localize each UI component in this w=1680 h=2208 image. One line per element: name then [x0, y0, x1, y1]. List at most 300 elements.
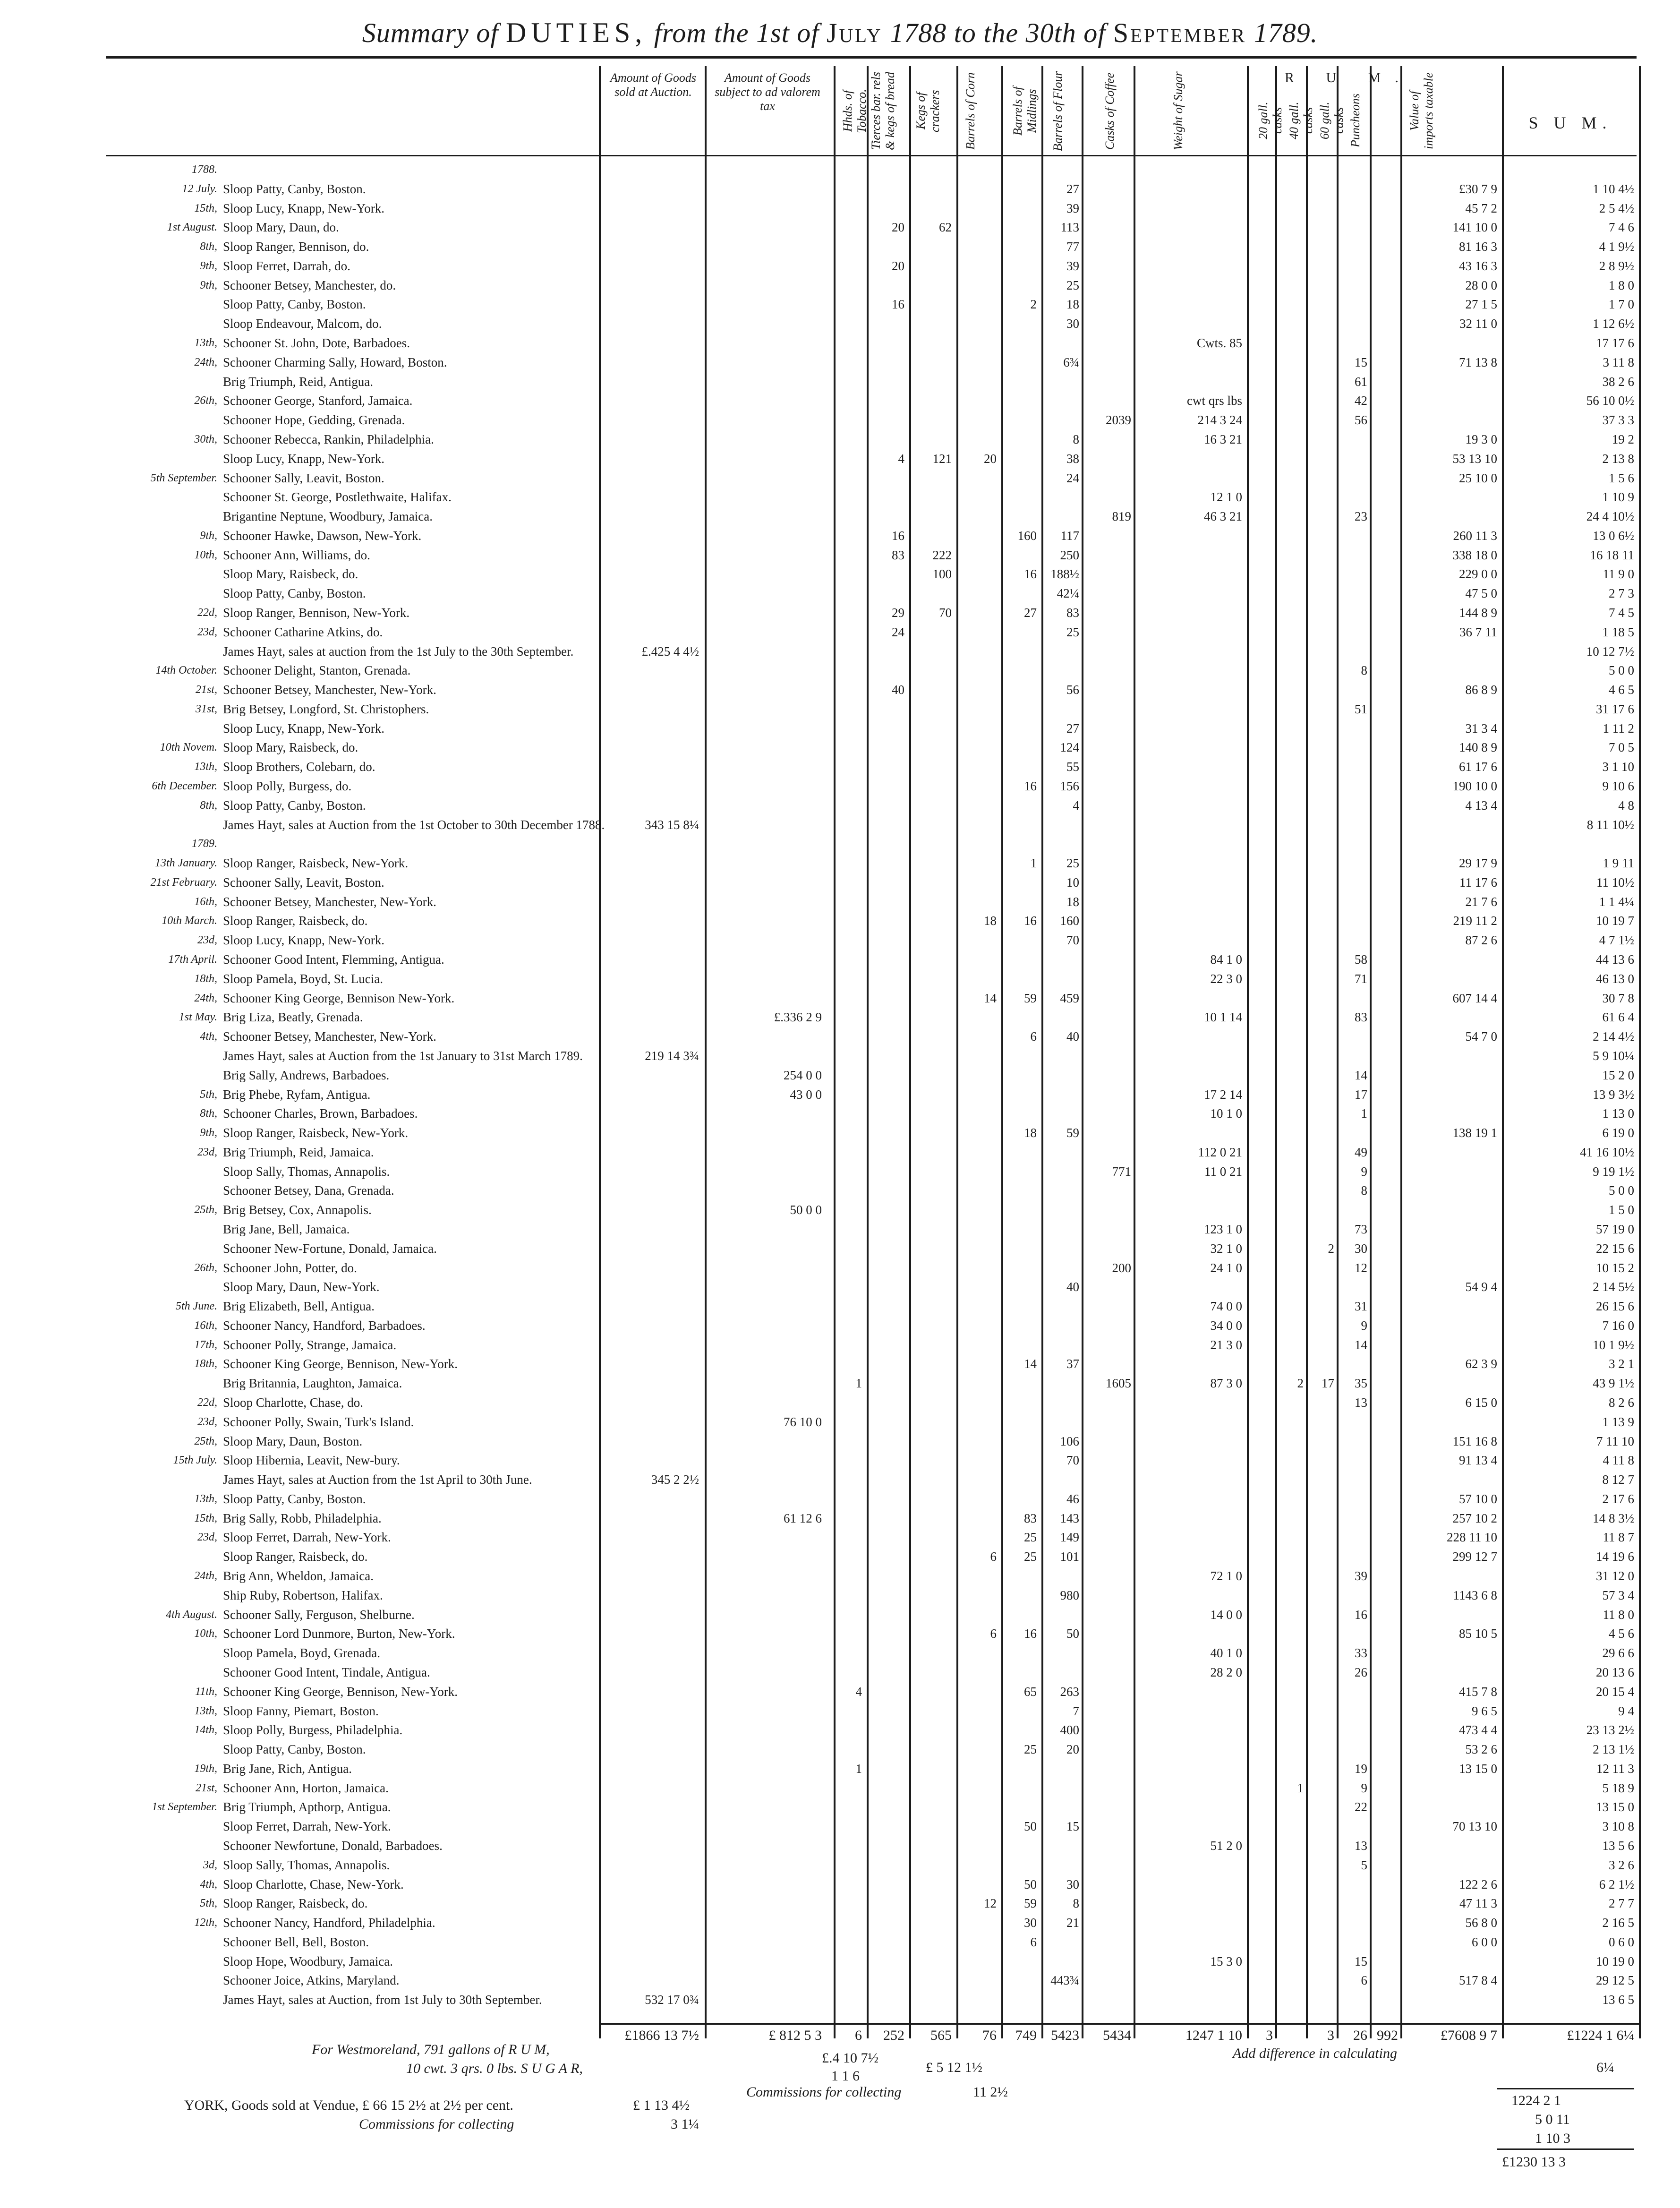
cell-date: 31st, — [195, 702, 217, 715]
cell-flour: 77 — [1066, 240, 1079, 254]
cell-desc: Sloop Patty, Canby, Boston. — [223, 798, 366, 813]
cell-sugar: 12 1 0 — [1210, 490, 1242, 505]
cell-date: 10th March. — [162, 915, 217, 927]
cell-midlings: 30 — [1024, 1916, 1037, 1930]
cell-corn: 12 — [984, 1896, 997, 1911]
table-row — [0, 1203, 1680, 1216]
cell-sum: 3 2 6 — [1609, 1857, 1634, 1872]
table-row — [0, 1280, 1680, 1293]
table-row — [0, 1589, 1680, 1602]
table-row — [0, 1550, 1680, 1563]
cell-flour: 443¾ — [1050, 1973, 1079, 1988]
cell-sum: 31 17 6 — [1596, 702, 1634, 716]
cell-value: 27 1 5 — [1465, 297, 1497, 312]
cell-value: 260 11 3 — [1453, 528, 1497, 543]
cell-sum: 6 2 1½ — [1599, 1877, 1634, 1891]
table-row — [0, 683, 1680, 696]
cell-desc: Brig Liza, Beatly, Grenada. — [223, 1010, 363, 1025]
cell-sum: 38 2 6 — [1602, 374, 1634, 389]
cell-date: 9th, — [200, 1127, 217, 1139]
cell-puncheons: 8 — [1361, 1183, 1367, 1198]
cell-sugar: 40 1 0 — [1210, 1646, 1242, 1660]
total-kegs: 565 — [930, 2028, 952, 2043]
cell-adval: 50 0 0 — [790, 1203, 822, 1217]
cell-date: 10th, — [194, 548, 217, 561]
cell-sum: 5 9 10¼ — [1593, 1048, 1634, 1063]
cell-rum60: 2 — [1328, 1241, 1334, 1256]
cell-desc: Sloop Brothers, Colebarn, do. — [223, 760, 375, 774]
cell-sum: 2 16 5 — [1602, 1916, 1634, 1930]
cell-desc: Sloop Mary, Raisbeck, do. — [223, 567, 358, 582]
cell-auction: 345 2 2½ — [651, 1472, 699, 1487]
cell-flour: 20 — [1066, 1742, 1079, 1757]
cell-sum: 26 15 6 — [1596, 1299, 1634, 1314]
cell-auction: 219 14 3¾ — [645, 1048, 699, 1063]
cell-flour: 143 — [1060, 1511, 1079, 1525]
cell-sum: 31 12 0 — [1596, 1569, 1634, 1583]
cell-midlings: 50 — [1024, 1819, 1037, 1834]
cell-sum: 5 18 9 — [1602, 1780, 1634, 1795]
cell-value: 138 19 1 — [1452, 1126, 1497, 1140]
cell-desc: Schooner Sally, Ferguson, Shelburne. — [223, 1607, 415, 1622]
table-row — [0, 645, 1680, 658]
table-row — [0, 1396, 1680, 1409]
cell-desc: Brig Sally, Andrews, Barbadoes. — [223, 1068, 390, 1082]
cell-date: 4th, — [200, 1878, 217, 1891]
cell-sum: 1 12 6½ — [1593, 317, 1634, 331]
cell-value: 57 10 0 — [1459, 1491, 1497, 1506]
cell-puncheons: 39 — [1355, 1569, 1367, 1583]
cell-value: 473 4 4 — [1459, 1723, 1497, 1737]
cell-date: 21st, — [195, 1781, 217, 1794]
table-row — [0, 1762, 1680, 1775]
title-month2: September — [1113, 17, 1247, 48]
cell-sum: 1 10 9 — [1602, 490, 1634, 505]
cell-corn: 14 — [984, 991, 997, 1005]
header-rum40: 40 gall. casks — [1287, 102, 1315, 139]
table-row — [0, 760, 1680, 773]
cell-flour: 24 — [1066, 471, 1079, 485]
westmoreland-label: For Westmoreland, 791 gallons of R U M, — [312, 2042, 550, 2057]
cell-date: 10th Novem. — [160, 741, 217, 754]
cell-tierces: 24 — [892, 625, 904, 639]
table-row — [0, 1492, 1680, 1506]
cell-sum: 5 0 0 — [1609, 1183, 1634, 1198]
table-row — [0, 1223, 1680, 1236]
cell-corn: 18 — [984, 914, 997, 928]
cell-date: 8th, — [200, 240, 217, 253]
table-row — [0, 741, 1680, 754]
cell-sum: 9 19 1½ — [1593, 1164, 1634, 1179]
cell-date: 11th, — [195, 1685, 217, 1698]
header-puncheons: Puncheons — [1348, 93, 1362, 148]
table-row — [0, 876, 1680, 889]
cell-adval: 43 0 0 — [790, 1087, 822, 1102]
cell-desc: Schooner Charming Sally, Howard, Boston. — [223, 355, 447, 369]
cell-flour: 8 — [1073, 1896, 1079, 1911]
cell-flour: 124 — [1060, 740, 1079, 755]
cell-flour: 30 — [1066, 1877, 1079, 1891]
cell-value: 32 11 0 — [1459, 317, 1497, 331]
cell-desc: James Hayt, sales at auction from the 1st July to the 30th September. — [223, 644, 574, 659]
cell-sum: 2 13 1½ — [1593, 1742, 1634, 1757]
cell-coffee: 2039 — [1106, 413, 1131, 428]
header-auction: Amount of Goods sold at Auction. — [610, 71, 696, 99]
cell-value: 71 13 8 — [1459, 355, 1497, 369]
header-corn: Barrels of Corn — [964, 72, 977, 150]
cell-puncheons: 19 — [1355, 1761, 1367, 1776]
cell-desc: Schooner Betsey, Manchester, New-York. — [223, 1029, 436, 1044]
cell-date: 21st February. — [150, 876, 217, 889]
cell-sum: 44 13 6 — [1596, 952, 1634, 967]
cell-tobacco: 1 — [855, 1761, 862, 1776]
cell-desc: Sloop Lucy, Knapp, New-York. — [223, 201, 384, 215]
cell-desc: Schooner Catharine Atkins, do. — [223, 625, 383, 639]
cell-date: 5th, — [200, 1897, 217, 1910]
cell-desc: Schooner Betsey, Manchester, New-York. — [223, 683, 436, 697]
header-sugar: Weight of Sugar — [1171, 71, 1185, 151]
cell-sum: 4 6 5 — [1609, 683, 1634, 697]
cell-date: 22d, — [197, 1396, 217, 1409]
cell-desc: Schooner King George, Bennison, New-York. — [223, 1357, 458, 1371]
cell-flour: 10 — [1066, 875, 1079, 890]
table-row — [0, 317, 1680, 330]
cell-value: 31 3 4 — [1465, 721, 1497, 736]
cell-flour: 113 — [1060, 220, 1079, 235]
cell-sugar: 22 3 0 — [1210, 971, 1242, 986]
cell-sum: 37 3 3 — [1602, 413, 1634, 428]
cell-puncheons: 26 — [1355, 1665, 1367, 1679]
table-row — [0, 1261, 1680, 1275]
cell-date: 4th, — [200, 1030, 217, 1043]
cell-kegs: 62 — [939, 220, 952, 235]
table-row — [0, 606, 1680, 619]
cell-puncheons: 51 — [1355, 702, 1367, 716]
cell-puncheons: 8 — [1361, 663, 1367, 678]
cell-date: 3d, — [203, 1858, 217, 1871]
cell-sum: 3 1 10 — [1602, 760, 1634, 774]
cell-date: 1st May. — [179, 1011, 217, 1024]
cell-value: 53 13 10 — [1452, 451, 1497, 466]
cell-sum: 23 13 2½ — [1586, 1723, 1634, 1737]
table-row — [0, 490, 1680, 504]
cell-desc: Brig Betsey, Longford, St. Christophers. — [223, 702, 429, 716]
cell-midlings: 6 — [1030, 1934, 1037, 1949]
cell-coffee: 200 — [1112, 1260, 1131, 1275]
cell-value: £30 7 9 — [1459, 181, 1497, 196]
header-flour: Barrels of Flour — [1051, 71, 1065, 151]
cell-sum: 1 13 0 — [1602, 1106, 1634, 1121]
cell-sum: 7 11 10 — [1596, 1434, 1634, 1448]
cell-puncheons: 17 — [1355, 1087, 1367, 1102]
table-row — [0, 702, 1680, 716]
cell-sum: 11 8 0 — [1603, 1607, 1634, 1622]
cell-puncheons: 14 — [1355, 1337, 1367, 1352]
table-row — [0, 914, 1680, 927]
header-rule — [106, 155, 1637, 156]
cell-value: 86 8 9 — [1465, 683, 1497, 697]
title-year2: 1789. — [1254, 17, 1318, 48]
cell-flour: 56 — [1066, 683, 1079, 697]
total-rum20: 3 — [1266, 2028, 1273, 2043]
cell-flour: 21 — [1066, 1916, 1079, 1930]
table-row — [0, 1743, 1680, 1756]
cell-puncheons: 83 — [1355, 1010, 1367, 1025]
cell-value: 29 17 9 — [1459, 856, 1497, 871]
cell-desc: Schooner George, Stanford, Jamaica. — [223, 394, 413, 408]
west-amount2: 1 1 6 — [831, 2068, 860, 2084]
total-rule — [600, 2023, 1639, 2025]
cell-desc: Sloop Pamela, Boyd, St. Lucia. — [223, 971, 383, 986]
add-difference-label: Add difference in calculating — [1233, 2045, 1397, 2061]
cell-sum: 29 12 5 — [1596, 1973, 1634, 1988]
table-row — [0, 1878, 1680, 1891]
cell-sum: 1 9 11 — [1603, 856, 1634, 871]
cell-desc: Schooner Polly, Strange, Jamaica. — [223, 1337, 397, 1352]
cell-flour: 4 — [1073, 798, 1079, 813]
cell-desc: Sloop Ranger, Bennison, New-York. — [223, 605, 410, 620]
cell-desc: Schooner Ann, Williams, do. — [223, 548, 370, 562]
cell-puncheons: 15 — [1355, 355, 1367, 369]
cell-sum: 1 1 4¼ — [1599, 894, 1634, 909]
cell-flour: 459 — [1060, 991, 1079, 1005]
cell-flour: 39 — [1066, 258, 1079, 273]
cell-value: 45 7 2 — [1465, 201, 1497, 215]
table-row — [0, 529, 1680, 542]
cell-tierces: 20 — [892, 258, 904, 273]
table-row — [0, 1319, 1680, 1332]
cell-flour: 30 — [1066, 317, 1079, 331]
cell-sum: 13 5 6 — [1602, 1838, 1634, 1853]
cell-sum: 10 19 7 — [1596, 914, 1634, 928]
cell-puncheons: 13 — [1355, 1395, 1367, 1410]
cell-value: 6 0 0 — [1472, 1934, 1497, 1949]
cell-tierces: 20 — [892, 220, 904, 235]
table-row — [0, 1146, 1680, 1159]
total-flour: 5423 — [1051, 2028, 1079, 2043]
table-row — [0, 933, 1680, 947]
cell-date: 26th, — [194, 1261, 217, 1274]
cell-flour: 83 — [1066, 605, 1079, 620]
york-amount: £ 1 13 4½ — [633, 2097, 690, 2113]
cell-midlings: 25 — [1024, 1549, 1037, 1564]
cell-sum: 14 8 3½ — [1593, 1511, 1634, 1525]
cell-desc: Schooner Good Intent, Flemming, Antigua. — [223, 952, 444, 967]
cell-sum: 5 0 0 — [1609, 663, 1634, 678]
cell-flour: 37 — [1066, 1357, 1079, 1371]
add-westmoreland: 5 0 11 — [1535, 2112, 1570, 2127]
cell-sugar: 123 1 0 — [1204, 1222, 1242, 1236]
westmoreland-line2: 10 cwt. 3 qrs. 0 lbs. S U G A R, — [406, 2061, 583, 2076]
cell-date: 17th April. — [168, 953, 217, 966]
cell-date: 1st September. — [152, 1801, 217, 1814]
cell-sum: 1 5 0 — [1609, 1203, 1634, 1217]
total-coffee: 5434 — [1103, 2028, 1131, 2043]
cell-value: 47 11 3 — [1459, 1896, 1497, 1911]
cell-flour: 15 — [1066, 1819, 1079, 1834]
cell-sum: 8 2 6 — [1609, 1395, 1634, 1410]
cell-flour: 250 — [1060, 548, 1079, 562]
cell-puncheons: 23 — [1355, 509, 1367, 524]
table-row — [0, 240, 1680, 253]
cell-date: 13th, — [194, 1492, 217, 1505]
table-row — [0, 1030, 1680, 1043]
cell-value: 190 10 0 — [1452, 779, 1497, 793]
cell-desc: Sloop Charlotte, Chase, do. — [223, 1395, 363, 1410]
cell-date: 10th, — [194, 1627, 217, 1640]
cell-midlings: 83 — [1024, 1511, 1037, 1525]
cell-value: 87 2 6 — [1465, 933, 1497, 948]
cell-flour: 8 — [1073, 432, 1079, 446]
cell-flour: 42¼ — [1057, 586, 1079, 601]
cell-corn: 6 — [990, 1549, 997, 1564]
cell-sum: 0 6 0 — [1609, 1934, 1634, 1949]
cell-sum: 1 8 0 — [1609, 278, 1634, 292]
cell-date: 5th, — [200, 1088, 217, 1101]
cell-sum: 20 13 6 — [1596, 1665, 1634, 1679]
cell-flour: 400 — [1060, 1723, 1079, 1737]
cell-midlings: 59 — [1024, 991, 1037, 1005]
cell-sum: 9 10 6 — [1602, 779, 1634, 793]
cell-desc: Sloop Patty, Canby, Boston. — [223, 1491, 366, 1506]
cell-value: 6 15 0 — [1465, 1395, 1497, 1410]
table-row — [0, 1993, 1680, 2006]
table-row — [0, 895, 1680, 908]
cell-desc: James Hayt, sales at Auction from the 1st January to 31st March 1789. — [223, 1048, 583, 1063]
header-rum60: 60 gall. casks — [1318, 102, 1346, 139]
table-row — [0, 1666, 1680, 1679]
cell-desc: Brig Jane, Rich, Antigua. — [223, 1761, 352, 1776]
cell-flour: 101 — [1060, 1549, 1079, 1564]
total-adval: £ 812 5 3 — [768, 2028, 822, 2043]
cell-date: 23d, — [197, 625, 217, 638]
table-row — [0, 587, 1680, 600]
cell-midlings: 2 — [1030, 297, 1037, 312]
west-commission: 11 2½ — [973, 2084, 1008, 2100]
cell-puncheons: 5 — [1361, 1857, 1367, 1872]
cell-desc: Sloop Mary, Daun, Boston. — [223, 1434, 363, 1448]
cell-sugar: 51 2 0 — [1210, 1838, 1242, 1853]
page-title — [0, 17, 1680, 49]
cell-value: 21 7 6 — [1465, 894, 1497, 909]
cell-auction: 343 15 8¼ — [645, 817, 699, 832]
table-row — [0, 1935, 1680, 1949]
table-row — [0, 1242, 1680, 1255]
cell-desc: Sloop Pamela, Boyd, Grenada. — [223, 1646, 380, 1660]
header-tierces: Tierces bar. rels & kegs of bread — [869, 72, 897, 150]
cell-desc: Sloop Lucy, Knapp, New-York. — [223, 721, 384, 736]
cell-value: 257 10 2 — [1452, 1511, 1497, 1525]
cell-desc: Schooner Lord Dunmore, Burton, New-York. — [223, 1626, 455, 1641]
table-row — [0, 1685, 1680, 1698]
cell-desc: Schooner King George, Bennison, New-York. — [223, 1684, 458, 1699]
table-row — [0, 163, 1680, 176]
total-corn: 76 — [982, 2028, 997, 2043]
cell-tierces: 16 — [892, 528, 904, 543]
cell-sum: 4 5 6 — [1609, 1626, 1634, 1641]
cell-sugar: 214 3 24 — [1197, 413, 1242, 428]
total-rum60: 3 — [1327, 2028, 1334, 2043]
cell-sum: 10 15 2 — [1596, 1260, 1634, 1275]
cell-desc: Sloop Ranger, Raisbeck, do. — [223, 914, 368, 928]
cell-desc: Sloop Mary, Daun, New-York. — [223, 1280, 380, 1294]
cell-sugar: 10 1 0 — [1210, 1106, 1242, 1121]
cell-sum: 41 16 10½ — [1580, 1145, 1634, 1159]
table-row — [0, 1916, 1680, 1929]
cell-desc: Brig Phebe, Ryfam, Antigua. — [223, 1087, 371, 1102]
cell-flour: 25 — [1066, 856, 1079, 871]
cell-value: 13 15 0 — [1459, 1761, 1497, 1776]
cell-flour: 50 — [1066, 1626, 1079, 1641]
cell-value: 9 6 5 — [1472, 1703, 1497, 1718]
cell-desc: Brigantine Neptune, Woodbury, Jamaica. — [223, 509, 433, 524]
table-row — [0, 837, 1680, 850]
cell-value: 43 16 3 — [1459, 258, 1497, 273]
cell-midlings: 14 — [1024, 1357, 1037, 1371]
cell-value: 62 3 9 — [1465, 1357, 1497, 1371]
cell-desc: Sloop Ranger, Raisbeck, New-York. — [223, 1126, 409, 1140]
cell-desc: Sloop Ferret, Darrah, New-York. — [223, 1530, 391, 1545]
cell-date: 12th, — [194, 1917, 217, 1929]
cell-date: 24th, — [194, 1570, 217, 1583]
cell-desc: Sloop Lucy, Knapp, New-York. — [223, 933, 384, 948]
table-row — [0, 1165, 1680, 1178]
cell-date: 19th, — [194, 1762, 217, 1775]
cell-rum60: 17 — [1322, 1376, 1334, 1391]
total-tierces: 252 — [883, 2028, 904, 2043]
cell-flour: 106 — [1060, 1434, 1079, 1448]
header-kegs: Kegs of crackers — [914, 90, 942, 132]
cell-corn: 6 — [990, 1626, 997, 1641]
cell-flour: 25 — [1066, 625, 1079, 639]
cell-sum: 7 0 5 — [1609, 740, 1634, 755]
cell-value: 91 13 4 — [1459, 1453, 1497, 1468]
cell-sum: 43 9 1½ — [1593, 1376, 1634, 1391]
cell-tierces: 29 — [892, 605, 904, 620]
cell-midlings: 65 — [1024, 1684, 1037, 1699]
cell-midlings: 50 — [1024, 1877, 1037, 1891]
cell-date: 8th, — [200, 1107, 217, 1120]
cell-flour: 70 — [1066, 1453, 1079, 1468]
table-row — [0, 259, 1680, 273]
cell-sugar: 24 1 0 — [1210, 1260, 1242, 1275]
cell-value: 228 11 10 — [1447, 1530, 1497, 1545]
cell-desc: Brig Ann, Wheldon, Jamaica. — [223, 1569, 374, 1583]
cell-sum: 4 11 8 — [1603, 1453, 1634, 1468]
total-sugar: 1247 1 10 — [1185, 2028, 1242, 2043]
cell-desc: Sloop Hope, Woodbury, Jamaica. — [223, 1954, 393, 1968]
table-row — [0, 221, 1680, 234]
cell-date: 13th, — [194, 1704, 217, 1717]
cell-desc: Sloop Lucy, Knapp, New-York. — [223, 451, 384, 466]
cell-desc: Schooner Polly, Swain, Turk's Island. — [223, 1414, 414, 1429]
cell-sum: 7 16 0 — [1602, 1318, 1634, 1333]
cell-puncheons: 71 — [1355, 971, 1367, 986]
cell-sum: 10 1 9½ — [1593, 1337, 1634, 1352]
cell-puncheons: 13 — [1355, 1838, 1367, 1853]
cell-desc: Sloop Ferret, Darrah, New-York. — [223, 1819, 391, 1834]
cell-desc: Sloop Sally, Thomas, Annapolis. — [223, 1164, 390, 1179]
cell-sugar: cwt qrs lbs — [1187, 394, 1242, 408]
cell-flour: 55 — [1066, 760, 1079, 774]
cell-flour: 40 — [1066, 1029, 1079, 1044]
cell-value: 19 3 0 — [1465, 432, 1497, 446]
table-row — [0, 279, 1680, 292]
cell-desc: Brig Elizabeth, Bell, Antigua. — [223, 1299, 375, 1314]
table-row — [0, 1704, 1680, 1718]
cell-desc: Ship Ruby, Robertson, Halifax. — [223, 1588, 383, 1602]
cell-desc: Schooner Bell, Bell, Boston. — [223, 1934, 369, 1949]
